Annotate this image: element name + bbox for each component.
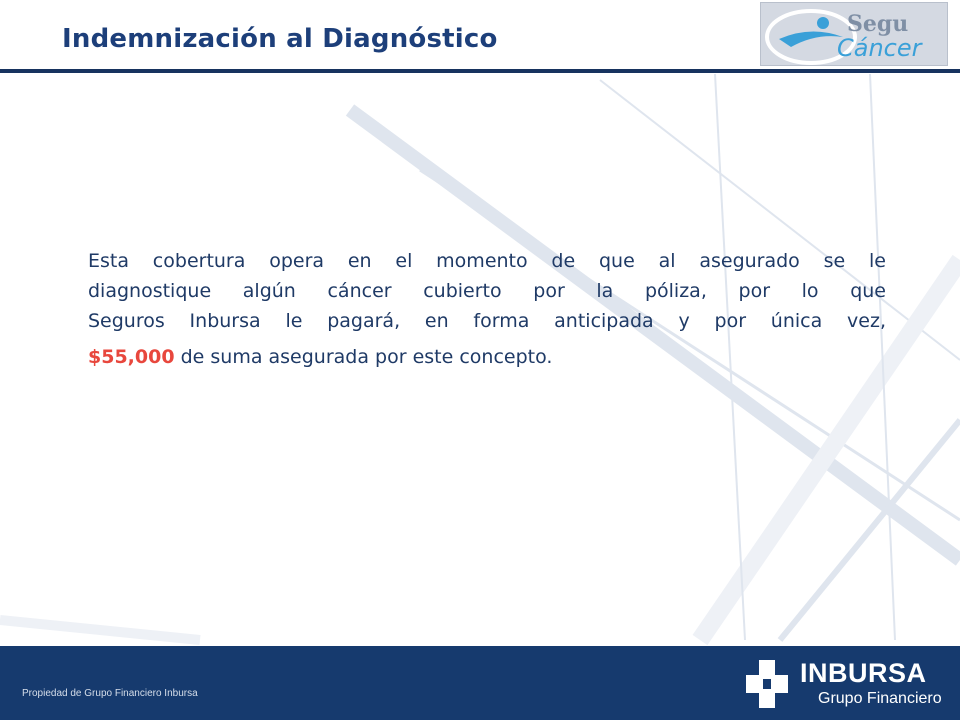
logo-text-segu: Segu [847, 11, 909, 37]
body-line-rest: de suma asegurada por este concepto. [174, 346, 553, 368]
body-paragraph [88, 246, 886, 372]
person-swoosh-icon [761, 3, 947, 65]
body-line: Seguros Inbursa le pagará, en forma anticipada y por única vez, [88, 310, 886, 332]
body-line: Esta cobertura opera en el momento de que al asegurado se le [88, 250, 886, 272]
insured-amount: $55,000 [88, 346, 175, 368]
logo-text-cancer: Cáncer [837, 34, 922, 62]
copyright-text: Propiedad de Grupo Financiero Inbursa [22, 688, 198, 699]
inbursa-cross-icon [744, 658, 790, 710]
page-title: Indemnización al Diagnóstico [62, 24, 498, 54]
body-line-last [88, 342, 886, 372]
body-line: diagnostique algún cáncer cubierto por la póliza, por lo que [88, 280, 886, 302]
brand-subtitle: Grupo Financiero [818, 690, 942, 707]
footer-bar [0, 646, 960, 720]
seguro-cancer-logo [760, 2, 948, 66]
title-divider [0, 69, 960, 73]
brand-name: INBURSA [800, 658, 927, 688]
